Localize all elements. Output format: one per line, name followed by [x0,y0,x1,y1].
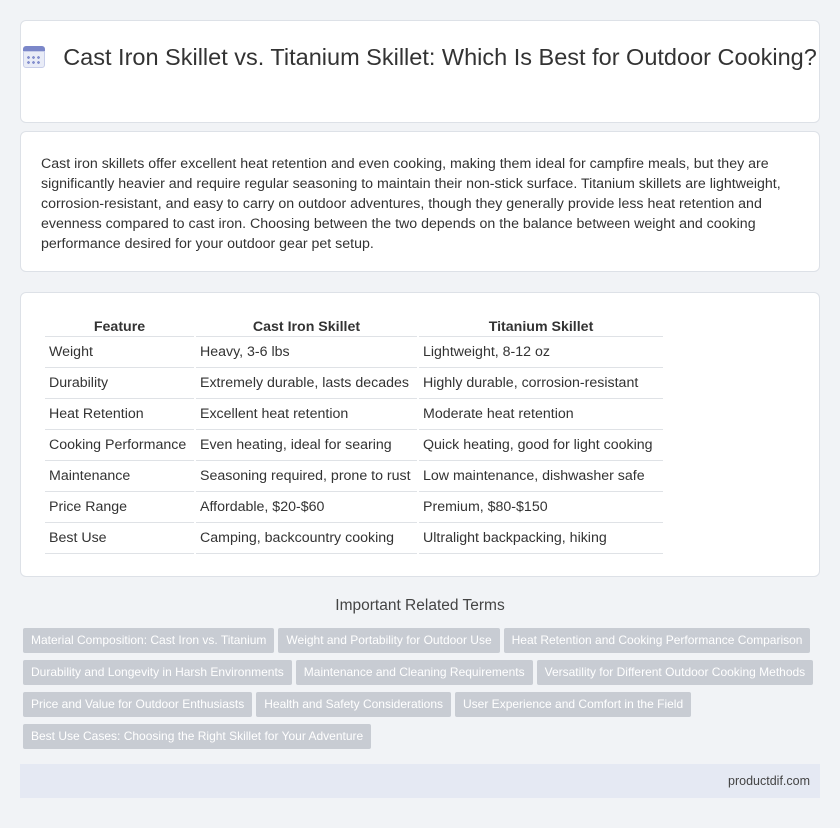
table-cell: Excellent heat retention [196,399,417,430]
related-term-tag[interactable]: Durability and Longevity in Harsh Environments [23,660,292,685]
related-term-tag[interactable]: Weight and Portability for Outdoor Use [278,628,499,653]
intro-card [20,131,820,272]
related-term-tag[interactable]: Material Composition: Cast Iron vs. Titanium [23,628,274,653]
table-cell: Camping, backcountry cooking [196,523,417,554]
table-cell: Low maintenance, dishwasher safe [419,461,663,492]
table-cell: Maintenance [45,461,194,492]
table-cell: Affordable, $20-$60 [196,492,417,523]
related-term-tag[interactable]: Maintenance and Cleaning Requirements [296,660,533,685]
table-cell: Extremely durable, lasts decades [196,368,417,399]
related-term-tag[interactable]: Heat Retention and Cooking Performance Comparison [504,628,811,653]
column-header-cast-iron: Cast Iron Skillet [196,315,417,337]
table-cell: Best Use [45,523,194,554]
table-cell: Durability [45,368,194,399]
table-cell: Cooking Performance [45,430,194,461]
column-header-feature: Feature [45,315,194,337]
table-row [45,523,663,554]
table-row [45,368,663,399]
table-cell: Even heating, ideal for searing [196,430,417,461]
calendar-icon [23,46,45,68]
table-row [45,461,663,492]
comparison-table [43,315,665,554]
related-terms-list [23,628,823,756]
table-header-row [45,315,663,337]
table-cell: Highly durable, corrosion-resistant [419,368,663,399]
footer [20,764,820,798]
table-cell: Heavy, 3-6 lbs [196,337,417,368]
page-title [21,43,819,72]
table-cell: Ultralight backpacking, hiking [419,523,663,554]
table-row [45,337,663,368]
related-term-tag[interactable]: Versatility for Different Outdoor Cooking Methods [537,660,814,685]
header-card [20,20,820,123]
table-cell: Quick heating, good for light cooking [419,430,663,461]
table-cell: Price Range [45,492,194,523]
page-title-text: Cast Iron Skillet vs. Titanium Skillet: Which Is Best for Outdoor Cooking? [63,44,817,70]
related-term-tag[interactable]: User Experience and Comfort in the Field [455,692,691,717]
related-term-tag[interactable]: Health and Safety Considerations [256,692,451,717]
table-row [45,430,663,461]
table-cell: Lightweight, 8-12 oz [419,337,663,368]
column-header-titanium: Titanium Skillet [419,315,663,337]
footer-site-link[interactable]: productdif.com [728,774,810,788]
related-terms-heading: Important Related Terms [335,597,505,614]
intro-paragraph: Cast iron skillets offer excellent heat retention and even cooking, making them ideal for campfire meals, but they are significantly heavier and require regular seasoning to maintain their non-stick surface. Titanium skillets are lightweight, corrosion-resistant, and easy to carry on outdoor adventures, though they generally provide less heat retention and evenness compared to cast iron. Choosing between the two depends on the balance between weight and cooking performance desired for your outdoor gear pet setup. [41,156,781,252]
comparison-card [20,292,820,577]
table-cell: Seasoning required, prone to rust [196,461,417,492]
table-cell: Heat Retention [45,399,194,430]
related-term-tag[interactable]: Price and Value for Outdoor Enthusiasts [23,692,252,717]
related-term-tag[interactable]: Best Use Cases: Choosing the Right Skillet for Your Adventure [23,724,371,749]
table-row [45,399,663,430]
table-cell: Moderate heat retention [419,399,663,430]
table-cell: Premium, $80-$150 [419,492,663,523]
table-cell: Weight [45,337,194,368]
table-row [45,492,663,523]
